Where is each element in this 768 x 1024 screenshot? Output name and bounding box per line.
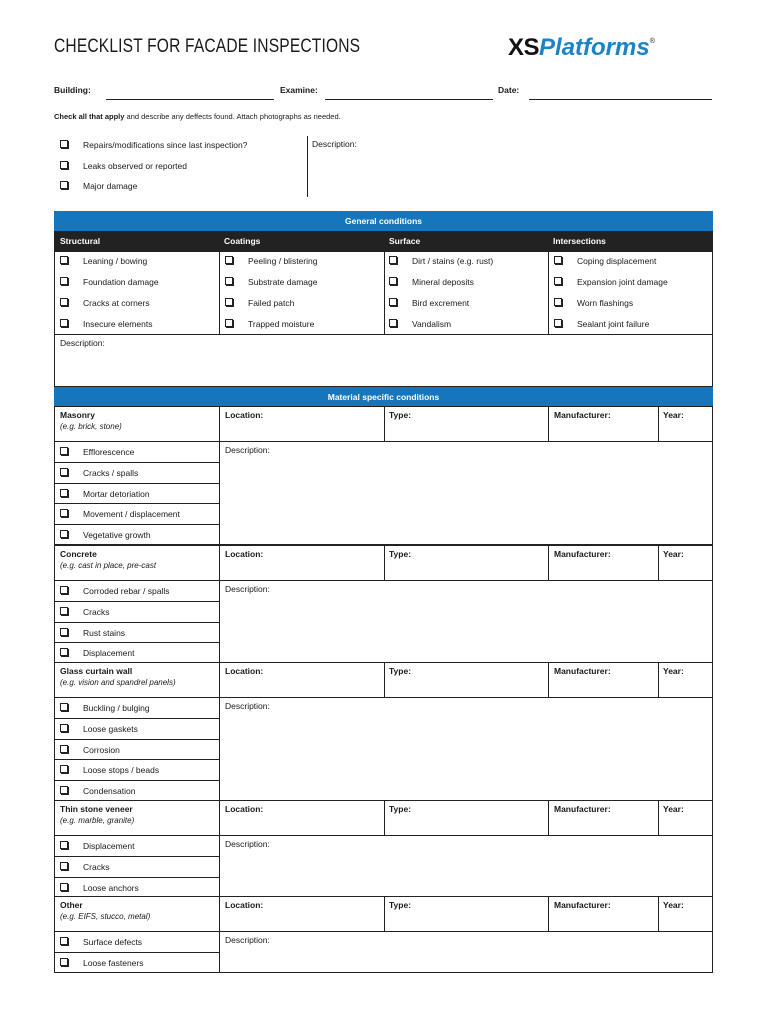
description-label: Description:: [225, 445, 270, 455]
check-label: Vegetative growth: [83, 530, 151, 540]
check-label: Repairs/modifications since last inspection?: [83, 140, 248, 150]
check-item[interactable]: [225, 256, 317, 266]
check-item[interactable]: [60, 277, 159, 287]
col-divider: [219, 580, 220, 663]
checkbox-icon[interactable]: [60, 509, 68, 517]
description-label: Description:: [225, 935, 270, 945]
col-divider: [219, 406, 220, 441]
check-label: Loose gaskets: [83, 724, 138, 734]
col-divider: [219, 545, 220, 580]
checkbox-icon[interactable]: [60, 277, 68, 285]
check-major-damage[interactable]: [60, 181, 137, 191]
row-divider: [54, 524, 219, 525]
row-divider: [54, 780, 219, 781]
row-divider: [54, 856, 219, 857]
col-divider: [384, 251, 385, 334]
section-name: Thin stone veneer: [60, 804, 133, 814]
row-divider: [54, 931, 713, 932]
check-item[interactable]: [225, 277, 317, 287]
col-divider: [548, 406, 549, 441]
check-label: Insecure elements: [83, 319, 153, 329]
building-label: Building:: [54, 85, 91, 95]
col-divider: [658, 545, 659, 580]
checkbox-icon[interactable]: [60, 841, 68, 849]
checkbox-icon[interactable]: [60, 628, 68, 636]
registered-mark: ®: [649, 38, 655, 45]
col-divider: [658, 896, 659, 931]
checkbox-icon[interactable]: [60, 298, 68, 306]
manufacturer-label: Manufacturer:: [554, 900, 611, 910]
col-divider: [219, 441, 220, 545]
check-label: Leaning / bowing: [83, 256, 148, 266]
check-item[interactable]: [554, 256, 656, 266]
location-label: Location:: [225, 804, 264, 814]
check-label: Leaks observed or reported: [83, 161, 187, 171]
checkbox-icon[interactable]: [554, 319, 562, 327]
check-item[interactable]: [554, 319, 649, 329]
checkbox-icon[interactable]: [60, 703, 68, 711]
section-name: Glass curtain wall: [60, 666, 133, 676]
checkbox-icon[interactable]: [225, 298, 233, 306]
col-divider: [384, 662, 385, 697]
check-item[interactable]: [60, 586, 169, 596]
check-label: Displacement: [83, 841, 135, 851]
check-label: Worn flashings: [577, 298, 634, 308]
check-label: Mineral deposits: [412, 277, 474, 287]
general-description-label: Description:: [60, 338, 105, 348]
check-item[interactable]: [60, 447, 134, 457]
check-label: Dirt / stains (e.g. rust): [412, 256, 494, 266]
check-item[interactable]: [554, 298, 633, 308]
section-example: (e.g. marble, granite): [60, 816, 135, 825]
check-label: Surface defects: [83, 937, 143, 947]
check-item[interactable]: [389, 319, 451, 329]
col-divider: [384, 896, 385, 931]
col-divider: [548, 800, 549, 835]
check-item[interactable]: [225, 319, 314, 329]
col-divider: [219, 251, 220, 334]
col-divider: [384, 406, 385, 441]
checkbox-icon[interactable]: [60, 765, 68, 773]
check-item[interactable]: [60, 648, 135, 658]
checkbox-icon[interactable]: [60, 468, 68, 476]
checkbox-icon[interactable]: [389, 298, 397, 306]
check-item[interactable]: [389, 298, 469, 308]
description-label: Description:: [225, 701, 270, 711]
type-label: Type:: [389, 549, 412, 559]
check-item[interactable]: [60, 256, 147, 266]
col-intersections: Intersections: [553, 236, 606, 246]
row-divider: [54, 642, 219, 643]
checkbox-icon[interactable]: [60, 447, 68, 455]
building-field[interactable]: [106, 99, 274, 100]
check-label: Loose stops / beads: [83, 765, 160, 775]
manufacturer-label: Manufacturer:: [554, 549, 611, 559]
row-divider: [54, 601, 219, 602]
type-label: Type:: [389, 666, 412, 676]
check-label: Trapped moisture: [248, 319, 315, 329]
check-item[interactable]: [554, 277, 668, 287]
checkbox-icon[interactable]: [225, 256, 233, 264]
checkbox-icon[interactable]: [60, 319, 68, 327]
brand-logo: [508, 34, 655, 62]
manufacturer-label: Manufacturer:: [554, 410, 611, 420]
check-item[interactable]: [60, 319, 152, 329]
type-label: Type:: [389, 900, 412, 910]
col-divider: [384, 545, 385, 580]
row-divider: [54, 718, 219, 719]
check-item[interactable]: [60, 489, 150, 499]
top-description-label: Description:: [312, 139, 357, 149]
location-label: Location:: [225, 666, 264, 676]
check-repairs[interactable]: [60, 140, 247, 150]
row-divider: [54, 462, 219, 463]
check-leaks[interactable]: [60, 161, 187, 171]
check-item[interactable]: [60, 628, 125, 638]
logo-xs: XS: [508, 34, 540, 61]
general-conditions-band: General conditions: [54, 211, 713, 231]
check-item[interactable]: [60, 468, 138, 478]
type-label: Type:: [389, 410, 412, 420]
check-label: Failed patch: [248, 298, 295, 308]
col-divider: [219, 800, 220, 835]
checkbox-icon[interactable]: [60, 586, 68, 594]
checkbox-icon[interactable]: [60, 489, 68, 497]
section-example: (e.g. brick, stone): [60, 422, 122, 431]
logo-platforms: Platforms: [539, 34, 650, 61]
checkbox-icon[interactable]: [60, 607, 68, 615]
col-divider: [658, 800, 659, 835]
checkbox-icon[interactable]: [60, 862, 68, 870]
check-item[interactable]: [60, 786, 135, 796]
section-name: Concrete: [60, 549, 97, 559]
instructions-rest: and describe any deffects found. Attach photographs as needed.: [124, 112, 341, 121]
col-divider: [219, 697, 220, 801]
check-label: Expansion joint damage: [577, 277, 668, 287]
checkbox-icon[interactable]: [225, 319, 233, 327]
row-divider: [54, 952, 219, 953]
general-column-headers: [54, 231, 713, 251]
divider: [307, 136, 308, 197]
location-label: Location:: [225, 900, 264, 910]
check-label: Sealant joint failure: [577, 319, 650, 329]
check-item[interactable]: [60, 703, 150, 713]
year-label: Year:: [663, 410, 684, 420]
check-label: Substrate damage: [248, 277, 318, 287]
check-item[interactable]: [60, 745, 120, 755]
col-divider: [548, 545, 549, 580]
checkbox-icon[interactable]: [389, 319, 397, 327]
checkbox-icon[interactable]: [60, 958, 68, 966]
check-label: Rust stains: [83, 628, 126, 638]
check-label: Bird excrement: [412, 298, 470, 308]
checkbox-icon[interactable]: [60, 181, 68, 189]
checkbox-icon[interactable]: [60, 745, 68, 753]
check-item[interactable]: [60, 937, 142, 947]
check-label: Corrosion: [83, 745, 120, 755]
row-divider: [54, 580, 713, 581]
section-example: (e.g. EIFS, stucco, metal): [60, 912, 151, 921]
check-label: Foundation damage: [83, 277, 159, 287]
checkbox-icon[interactable]: [60, 883, 68, 891]
checkbox-icon[interactable]: [554, 256, 562, 264]
col-divider: [219, 662, 220, 697]
row-divider: [54, 441, 713, 442]
check-label: Peeling / blistering: [248, 256, 318, 266]
row-divider: [54, 697, 713, 698]
check-label: Cracks / spalls: [83, 468, 139, 478]
date-field[interactable]: [529, 99, 712, 100]
checkbox-icon[interactable]: [554, 277, 562, 285]
year-label: Year:: [663, 804, 684, 814]
checkbox-icon[interactable]: [60, 786, 68, 794]
check-item[interactable]: [60, 883, 139, 893]
row-divider: [54, 483, 219, 484]
check-label: Coping displacement: [577, 256, 657, 266]
check-label: Efflorescence: [83, 447, 135, 457]
col-coatings: Coatings: [224, 236, 261, 246]
check-label: Cracks at corners: [83, 298, 150, 308]
material-conditions-band: Material specific conditions: [54, 387, 713, 407]
check-label: Condensation: [83, 786, 136, 796]
description-label: Description:: [225, 584, 270, 594]
row-divider: [54, 877, 219, 878]
row-divider: [54, 503, 219, 504]
examine-label: Examine:: [280, 85, 318, 95]
examine-field[interactable]: [325, 99, 493, 100]
col-divider: [219, 931, 220, 973]
instructions-bold: Check all that apply: [54, 112, 125, 121]
col-divider: [658, 662, 659, 697]
check-item[interactable]: [60, 958, 143, 968]
check-label: Corroded rebar / spalls: [83, 586, 170, 596]
check-label: Cracks: [83, 862, 110, 872]
check-label: Displacement: [83, 648, 135, 658]
checkbox-icon[interactable]: [60, 724, 68, 732]
check-item[interactable]: [389, 256, 493, 266]
check-item[interactable]: [389, 277, 474, 287]
section-example: (e.g. cast in place, pre-cast: [60, 561, 157, 570]
checkbox-icon[interactable]: [60, 140, 68, 148]
check-item[interactable]: [60, 509, 180, 519]
checkbox-icon[interactable]: [60, 161, 68, 169]
row-divider: [54, 739, 219, 740]
instructions: [54, 112, 341, 121]
section-name: Other: [60, 900, 83, 910]
check-label: Major damage: [83, 181, 138, 191]
location-label: Location:: [225, 410, 264, 420]
checkbox-icon[interactable]: [60, 530, 68, 538]
row-divider: [54, 835, 713, 836]
check-label: Cracks: [83, 607, 110, 617]
check-label: Loose fasteners: [83, 958, 144, 968]
check-item[interactable]: [60, 841, 135, 851]
year-label: Year:: [663, 900, 684, 910]
year-label: Year:: [663, 549, 684, 559]
col-divider: [219, 896, 220, 931]
checkbox-icon[interactable]: [60, 937, 68, 945]
row-divider: [54, 622, 219, 623]
col-divider: [548, 662, 549, 697]
row-divider: [54, 759, 219, 760]
col-divider: [658, 406, 659, 441]
check-label: Vandalism: [412, 319, 452, 329]
check-item[interactable]: [60, 724, 138, 734]
check-label: Loose anchors: [83, 883, 139, 893]
check-item[interactable]: [60, 765, 159, 775]
checkbox-icon[interactable]: [60, 648, 68, 656]
col-divider: [219, 835, 220, 897]
location-label: Location:: [225, 549, 264, 559]
check-item[interactable]: [60, 862, 109, 872]
check-label: Mortar detoriation: [83, 489, 150, 499]
date-label: Date:: [498, 85, 520, 95]
row-divider: [54, 334, 713, 335]
col-surface: Surface: [389, 236, 421, 246]
manufacturer-label: Manufacturer:: [554, 666, 611, 676]
checkbox-icon[interactable]: [225, 277, 233, 285]
check-label: Buckling / bulging: [83, 703, 150, 713]
col-divider: [384, 800, 385, 835]
type-label: Type:: [389, 804, 412, 814]
check-item[interactable]: [60, 607, 109, 617]
section-example: (e.g. vision and spandrel panels): [60, 678, 176, 687]
check-label: Movement / displacement: [83, 509, 180, 519]
checkbox-icon[interactable]: [554, 298, 562, 306]
check-item[interactable]: [225, 298, 294, 308]
checkbox-icon[interactable]: [389, 256, 397, 264]
section-name: Masonry: [60, 410, 95, 420]
checkbox-icon[interactable]: [389, 277, 397, 285]
page-title: CHECKLIST FOR FACADE INSPECTIONS: [54, 36, 361, 57]
check-item[interactable]: [60, 530, 151, 540]
col-divider: [548, 251, 549, 334]
year-label: Year:: [663, 666, 684, 676]
manufacturer-label: Manufacturer:: [554, 804, 611, 814]
checkbox-icon[interactable]: [60, 256, 68, 264]
check-item[interactable]: [60, 298, 150, 308]
col-structural: Structural: [60, 236, 101, 246]
description-label: Description:: [225, 839, 270, 849]
col-divider: [548, 896, 549, 931]
